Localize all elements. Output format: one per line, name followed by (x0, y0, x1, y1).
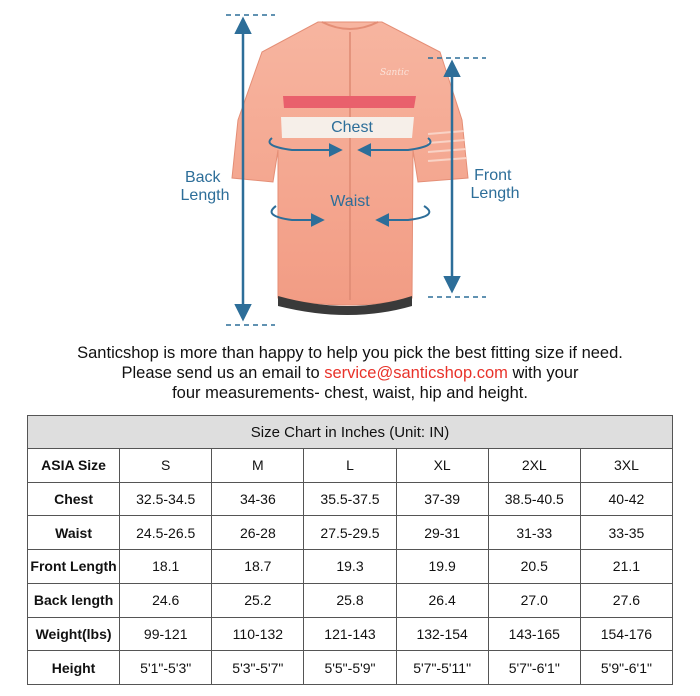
chest-label: Chest (331, 119, 373, 136)
table-cell: 21.1 (580, 550, 672, 584)
row-label: Height (28, 651, 120, 685)
table-cell: 18.1 (120, 550, 212, 584)
table-cell: 34-36 (212, 482, 304, 516)
table-cell: 5'5"-5'9" (304, 651, 396, 685)
table-cell: 37-39 (396, 482, 488, 516)
table-cell: 154-176 (580, 617, 672, 651)
jersey-illustration (232, 22, 468, 315)
back-length-label: Back Length (180, 169, 230, 204)
table-cell: 27.0 (488, 583, 580, 617)
jersey-red-stripe (283, 96, 416, 108)
table-row (28, 516, 673, 550)
contact-note (0, 343, 700, 403)
size-chart-title: Size Chart in Inches (Unit: IN) (28, 416, 673, 449)
row-label: Chest (28, 482, 120, 516)
table-cell: 25.2 (212, 583, 304, 617)
size-header-label: ASIA Size (28, 449, 120, 483)
table-cell: 5'9"-6'1" (580, 651, 672, 685)
table-cell: 143-165 (488, 617, 580, 651)
table-cell: 32.5-34.5 (120, 482, 212, 516)
size-header-row (28, 449, 673, 483)
email-link[interactable]: service@santicshop.com (324, 364, 508, 382)
table-cell: 5'7"-5'11" (396, 651, 488, 685)
row-label: Back length (28, 583, 120, 617)
table-row (28, 583, 673, 617)
table-row (28, 482, 673, 516)
front-length-label: Front Length (470, 167, 520, 202)
table-cell: 25.8 (304, 583, 396, 617)
size-header-cell: XL (396, 449, 488, 483)
table-row (28, 617, 673, 651)
table-cell: 33-35 (580, 516, 672, 550)
table-cell: 26-28 (212, 516, 304, 550)
size-header-cell: 3XL (580, 449, 672, 483)
jersey-measurement-diagram (0, 0, 700, 340)
note-line-2: Please send us an email to service@santicshop.com with your (121, 364, 579, 382)
row-label: Waist (28, 516, 120, 550)
table-cell: 24.6 (120, 583, 212, 617)
waist-label: Waist (330, 193, 370, 210)
table-cell: 132-154 (396, 617, 488, 651)
table-cell: 18.7 (212, 550, 304, 584)
size-header-cell: S (120, 449, 212, 483)
brand-mark: Santic (380, 68, 409, 78)
row-label: Front Length (28, 550, 120, 584)
note-line-3: four measurements- chest, waist, hip and height. (172, 384, 528, 402)
table-cell: 19.9 (396, 550, 488, 584)
table-cell: 27.6 (580, 583, 672, 617)
table-cell: 26.4 (396, 583, 488, 617)
table-cell: 35.5-37.5 (304, 482, 396, 516)
size-chart-table (27, 415, 673, 685)
table-cell: 27.5-29.5 (304, 516, 396, 550)
table-row (28, 550, 673, 584)
table-cell: 20.5 (488, 550, 580, 584)
size-header-cell: 2XL (488, 449, 580, 483)
size-header-cell: L (304, 449, 396, 483)
table-cell: 29-31 (396, 516, 488, 550)
size-header-cell: M (212, 449, 304, 483)
table-cell: 99-121 (120, 617, 212, 651)
row-label: Weight(lbs) (28, 617, 120, 651)
table-cell: 110-132 (212, 617, 304, 651)
table-row (28, 651, 673, 685)
table-cell: 5'3"-5'7" (212, 651, 304, 685)
table-cell: 5'7"-6'1" (488, 651, 580, 685)
table-cell: 121-143 (304, 617, 396, 651)
table-cell: 5'1"-5'3" (120, 651, 212, 685)
table-cell: 38.5-40.5 (488, 482, 580, 516)
table-cell: 40-42 (580, 482, 672, 516)
note-line-1: Santicshop is more than happy to help you pick the best fitting size if need. (77, 344, 623, 362)
table-cell: 31-33 (488, 516, 580, 550)
table-cell: 19.3 (304, 550, 396, 584)
table-cell: 24.5-26.5 (120, 516, 212, 550)
